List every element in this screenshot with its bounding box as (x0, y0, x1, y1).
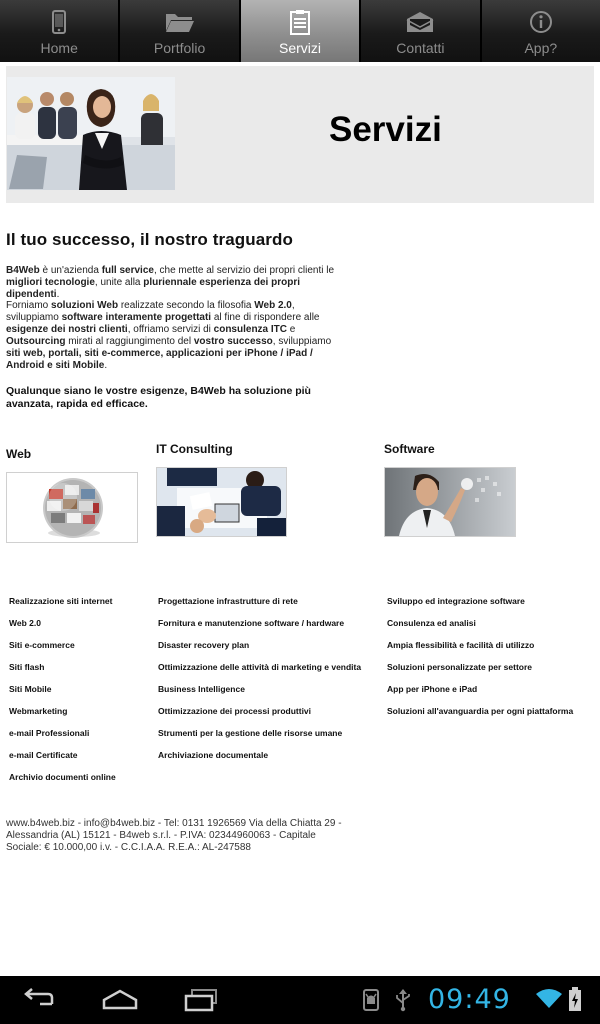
tab-app[interactable] (482, 0, 600, 62)
tab-label: Home (40, 40, 78, 56)
tab-label: Servizi (279, 40, 322, 56)
list-item: Archiviazione documentale (158, 750, 269, 760)
home-button[interactable] (100, 986, 140, 1014)
intro-paragraph-2: Forniamo soluzioni Web realizzate secondo la filosofia Web 2.0, sviluppiamo software interamente progettati al fine di rispondere alle esigenze dei nostri clienti, offriamo servizi di consulenza ITC e Outsourcing mirati al raggiungimento del vostro successo, sviluppiamo siti web, portali, siti e-commerce, applicazioni per iPhone / iPad / Android e siti Mobile. (6, 300, 332, 371)
recent-apps-button[interactable] (182, 986, 220, 1014)
phone-icon (44, 9, 74, 35)
web-service-list (9, 590, 116, 788)
list-item: e-mail Professionali (9, 728, 90, 738)
list-item: Web 2.0 (9, 618, 41, 628)
list-item: Siti e-commerce (9, 640, 75, 650)
business-team-image (7, 77, 175, 190)
software-service-image[interactable] (384, 467, 516, 537)
list-item: Business Intelligence (158, 684, 245, 694)
list-item: e-mail Certificate (9, 750, 78, 760)
list-item: Siti Mobile (9, 684, 52, 694)
service-title-software: Software (384, 442, 435, 456)
android-debug-icon (360, 988, 382, 1016)
tab-label: App? (524, 40, 558, 56)
it-consulting-service-list (158, 590, 361, 766)
intro-heading: Il tuo successo, il nostro traguardo (6, 230, 293, 249)
web-service-image[interactable] (6, 472, 138, 543)
list-item: Ottimizzazione delle attività di marketing e vendita (158, 662, 362, 672)
it-consulting-image[interactable] (156, 467, 287, 537)
wifi-icon (536, 989, 562, 1017)
tab-portfolio[interactable] (120, 0, 240, 62)
list-item: Sviluppo ed integrazione software (387, 596, 525, 606)
clipboard-icon (285, 9, 315, 35)
list-item: Strumenti per la gestione delle risorse umane (158, 728, 343, 738)
list-item: Disaster recovery plan (158, 640, 250, 650)
software-service-list (387, 590, 573, 722)
footer-company-info: www.b4web.biz - info@b4web.biz - Tel: 0131 1926569 Via della Chiatta 29 - Alessandria (AL) 15121 - B4web s.r.l. - P.IVA: 02344960063 - Capitale Sociale: € 10.000,00 i.v. - C.C.I.A.A. R.E.A.: AL-247588 (6, 818, 342, 853)
service-title-it-consulting: IT Consulting (156, 442, 233, 456)
list-item: Archivio documenti online (9, 772, 116, 782)
list-item: Webmarketing (9, 706, 68, 716)
service-title-web: Web (6, 447, 32, 461)
usb-icon (394, 988, 412, 1016)
system-navigation-bar (0, 976, 600, 1024)
list-item: Soluzioni all'avanguardia per ogni piattaforma (387, 706, 574, 716)
clock: 09:49 (428, 984, 511, 1015)
list-item: Soluzioni personalizzate per settore (387, 662, 533, 672)
intro-paragraph-1: B4Web è un'azienda full service, che mette al servizio dei propri clienti le migliori tecnologie, unite alla pluriennale esperienza dei propri dipendenti. (6, 265, 335, 300)
tab-label: Portfolio (153, 40, 206, 56)
envelope-icon (405, 9, 435, 35)
folder-icon (165, 9, 195, 35)
tab-label: Contatti (396, 40, 445, 56)
tab-contatti[interactable] (361, 0, 481, 62)
claim-text: Qualunque siano le vostre esigenze, B4Web ha soluzione più avanzata, rapida ed efficace. (6, 385, 311, 410)
battery-icon (567, 986, 583, 1014)
list-item: Fornitura e manutenzione software / hardware (158, 618, 345, 628)
list-item: Realizzazione siti internet (9, 596, 113, 606)
list-item: Ottimizzazione dei processi produttivi (158, 706, 312, 716)
list-item: Ampia flessibilità e facilità di utilizzo (387, 640, 535, 650)
tab-servizi[interactable] (241, 0, 361, 62)
list-item: App per iPhone e iPad (387, 684, 478, 694)
top-tab-bar (0, 0, 600, 62)
page-title: Servizi (329, 110, 442, 149)
info-icon (526, 9, 556, 35)
page-header-banner (6, 66, 594, 203)
list-item: Consulenza ed analisi (387, 618, 476, 628)
list-item: Progettazione infrastrutture di rete (158, 596, 298, 606)
back-button[interactable] (22, 986, 58, 1014)
list-item: Siti flash (9, 662, 45, 672)
tab-home[interactable] (0, 0, 120, 62)
